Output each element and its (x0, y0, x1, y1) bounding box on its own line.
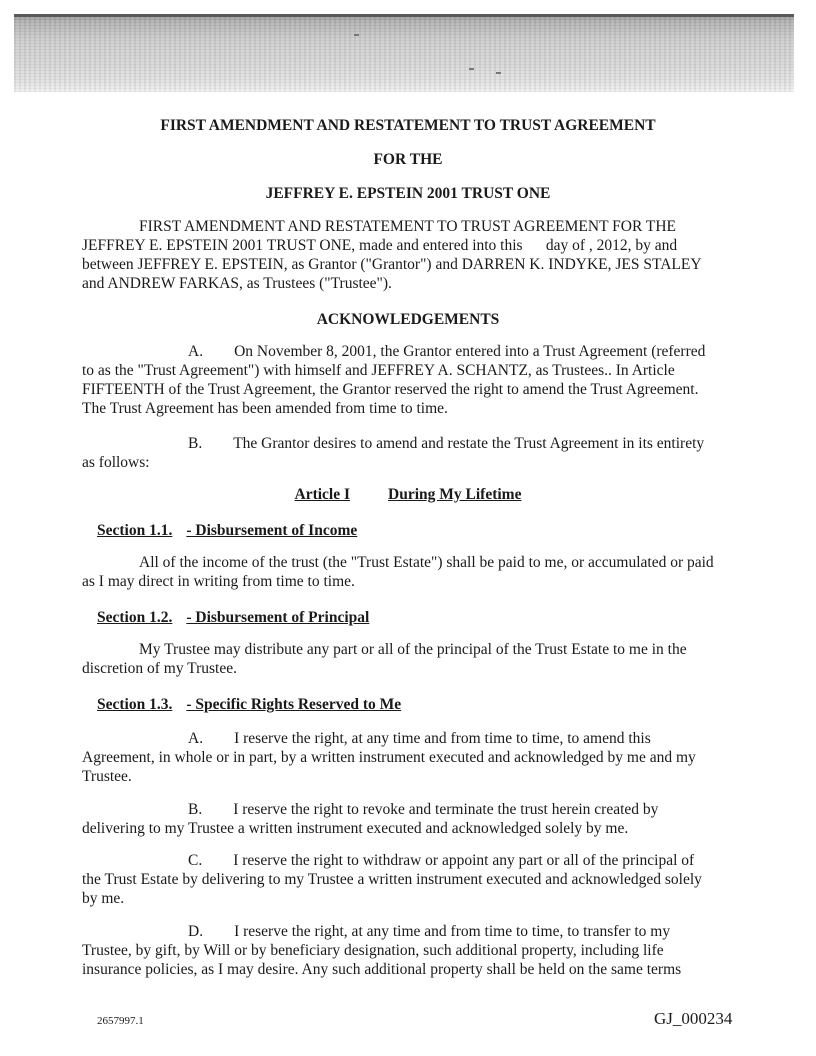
section-number: Section 1.2. (97, 609, 173, 626)
document-subtitle: FOR THE (373, 151, 443, 168)
section-title: - Specific Rights Reserved to Me (186, 696, 402, 713)
reserved-right-c: C. I reserve the right to withdraw or appoint any part or all of the principal of the Trust Estate by delivering to my Trustee a written instrument executed and acknowledged solely by me. (82, 852, 702, 907)
reserved-right-d: D. I reserve the right, at any time and from time to time, to transfer to my Trustee, by gift, by Will or by beneficiary designation, such additional property, including life insurance policies, as I may desire. Any such additional property shall be held on the same terms (82, 923, 682, 978)
scan-artifact-bar (14, 14, 794, 92)
reserved-right-b: B. I reserve the right to revoke and terminate the trust herein created by delivering to my Trustee a written instrument executed and acknowledged solely by me. (82, 801, 659, 837)
section-title: - Disbursement of Income (186, 522, 358, 539)
scan-speck (354, 34, 359, 36)
section-number: Section 1.1. (97, 522, 173, 539)
article-number: Article I (294, 486, 351, 503)
section-body: My Trustee may distribute any part or all of the principal of the Trust Estate to me in the discretion of my Trustee. (82, 641, 687, 677)
article-title: During My Lifetime (388, 486, 522, 503)
section-heading (97, 522, 357, 540)
acknowledgements-heading: ACKNOWLEDGEMENTS (316, 311, 500, 328)
section-heading (97, 696, 401, 714)
trust-name: JEFFREY E. EPSTEIN 2001 TRUST ONE (265, 185, 551, 202)
acknowledgement-a: A. On November 8, 2001, the Grantor entered into a Trust Agreement (referred to as the "Trust Agreement") with himself and JEFFREY A. SCHANTZ, as Trustees.. In Article FIFTEENTH of the Trust Agreement, the Grantor reserved the right to amend the Trust Agreement. The Trust Agreement has been amended from time to time. (82, 343, 706, 417)
section-heading (97, 609, 369, 627)
section-number: Section 1.3. (97, 696, 173, 713)
acknowledgement-b: B. The Grantor desires to amend and restate the Trust Agreement in its entirety as follows: (82, 435, 705, 471)
document-title: FIRST AMENDMENT AND RESTATEMENT TO TRUST AGREEMENT (160, 117, 656, 134)
document-number: 2657997.1 (97, 1015, 144, 1027)
bates-number: GJ_000234 (654, 1009, 733, 1028)
scan-speck (496, 72, 501, 74)
section-body: All of the income of the trust (the "Trust Estate") shall be paid to me, or accumulated or paid as I may direct in writing from time to time. (82, 554, 714, 590)
scan-edge (14, 14, 794, 17)
scan-speck (469, 68, 474, 70)
reserved-right-a: A. I reserve the right, at any time and from time to time, to amend this Agreement, in whole or in part, by a written instrument executed and acknowledged by me and my Trustee. (82, 730, 696, 785)
article-heading (0, 486, 816, 504)
intro-paragraph: FIRST AMENDMENT AND RESTATEMENT TO TRUST AGREEMENT FOR THE JEFFREY E. EPSTEIN 2001 TRUST ONE, made and entered into this day of , 2012, by and between JEFFREY E. EPSTEIN, as Grantor ("Grantor") and DARREN K. INDYKE, JES STALEY and ANDREW FARKAS, as Trustees ("Trustee"). (82, 218, 701, 292)
section-title: - Disbursement of Principal (186, 609, 370, 626)
